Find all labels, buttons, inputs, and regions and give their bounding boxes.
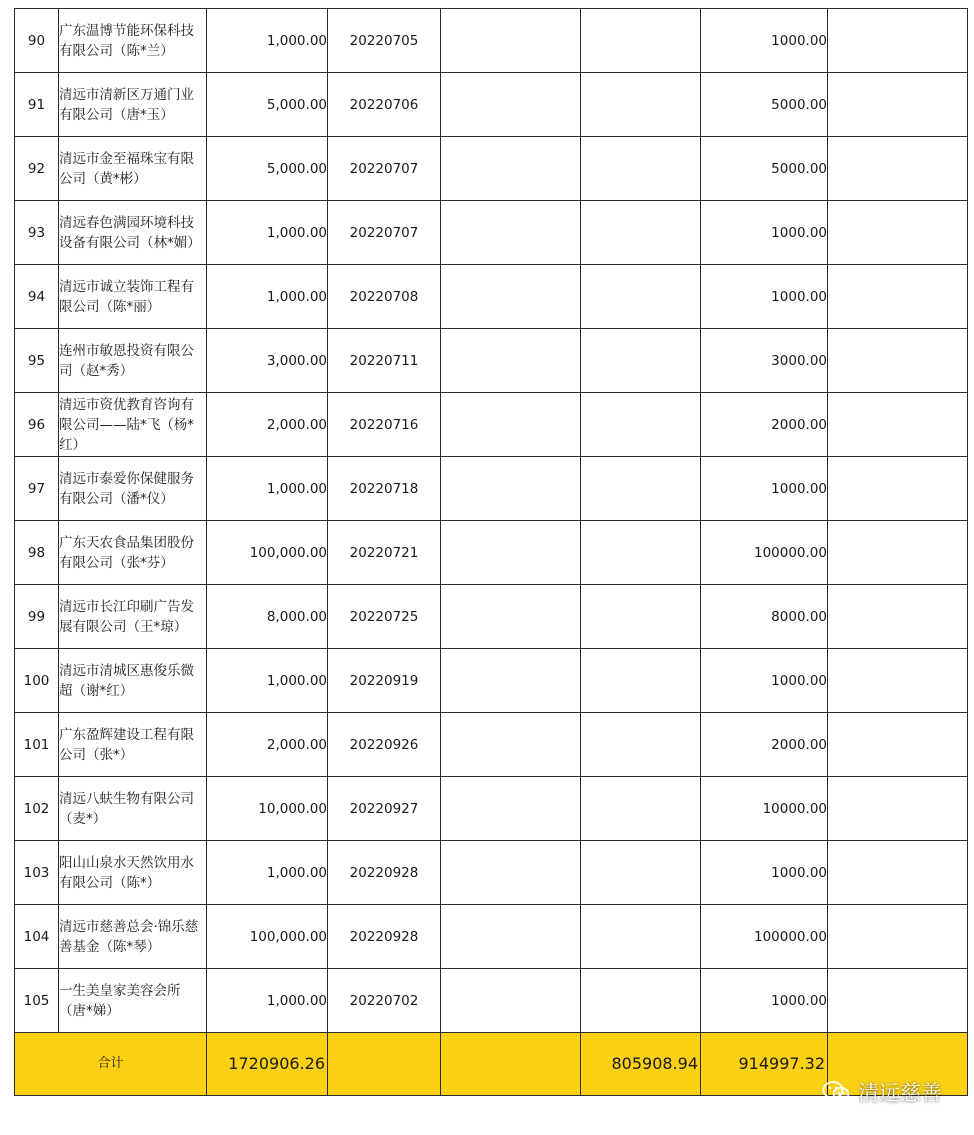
row-number: 95 [15,329,59,393]
total-empty-cell [328,1033,441,1096]
empty-cell [441,905,581,969]
empty-cell [828,201,968,265]
balance-amount: 2000.00 [701,713,828,777]
balance-amount: 5000.00 [701,73,828,137]
donor-name: 广东天农食品集团股份有限公司（张*芬） [59,521,207,585]
donor-name: 广东温博节能环保科技有限公司（陈*兰） [59,9,207,73]
empty-cell [581,393,701,457]
donation-amount: 1,000.00 [207,457,328,521]
donor-name: 广东盈辉建设工程有限公司（张*） [59,713,207,777]
empty-cell [828,393,968,457]
donor-name: 清远市慈善总会·锦乐慈善基金（陈*琴） [59,905,207,969]
balance-amount: 1000.00 [701,9,828,73]
donation-amount: 1,000.00 [207,841,328,905]
row-number: 92 [15,137,59,201]
donation-amount: 1,000.00 [207,9,328,73]
empty-cell [581,201,701,265]
table-row [15,585,968,649]
donation-date: 20220919 [328,649,441,713]
empty-cell [441,265,581,329]
balance-amount: 1000.00 [701,265,828,329]
row-number: 102 [15,777,59,841]
table-row [15,137,968,201]
balance-amount: 1000.00 [701,201,828,265]
empty-cell [441,969,581,1033]
empty-cell [581,329,701,393]
empty-cell [441,521,581,585]
donation-date: 20220721 [328,521,441,585]
row-number: 105 [15,969,59,1033]
balance-amount: 2000.00 [701,393,828,457]
balance-amount: 3000.00 [701,329,828,393]
empty-cell [441,777,581,841]
empty-cell [581,649,701,713]
donation-ledger-table [14,8,968,1096]
donation-date: 20220711 [328,329,441,393]
empty-cell [581,585,701,649]
donation-date: 20220928 [328,841,441,905]
table-row [15,265,968,329]
donation-amount: 1,000.00 [207,649,328,713]
empty-cell [828,649,968,713]
donation-date: 20220928 [328,905,441,969]
balance-amount: 100000.00 [701,521,828,585]
ledger-body [15,9,968,1096]
watermark-text: 清远慈善 [858,1081,942,1105]
donation-amount: 1,000.00 [207,969,328,1033]
row-number: 104 [15,905,59,969]
empty-cell [828,265,968,329]
empty-cell [581,713,701,777]
table-row [15,713,968,777]
empty-cell [581,9,701,73]
empty-cell [441,9,581,73]
empty-cell [828,457,968,521]
donation-amount: 2,000.00 [207,713,328,777]
empty-cell [828,137,968,201]
empty-cell [581,521,701,585]
empty-cell [828,585,968,649]
table-row [15,329,968,393]
balance-amount: 10000.00 [701,777,828,841]
row-number: 97 [15,457,59,521]
donation-amount: 5,000.00 [207,137,328,201]
empty-cell [581,137,701,201]
donation-amount: 10,000.00 [207,777,328,841]
row-number: 94 [15,265,59,329]
empty-cell [581,265,701,329]
empty-cell [441,393,581,457]
empty-cell [441,841,581,905]
empty-cell [441,457,581,521]
empty-cell [441,713,581,777]
empty-cell [581,905,701,969]
table-row [15,201,968,265]
table-row [15,649,968,713]
donation-date: 20220702 [328,969,441,1033]
donation-amount: 100,000.00 [207,905,328,969]
donation-amount: 1,000.00 [207,265,328,329]
empty-cell [828,777,968,841]
total-amount: 1720906.26 [207,1033,328,1096]
empty-cell [441,329,581,393]
donation-amount: 3,000.00 [207,329,328,393]
empty-cell [581,841,701,905]
empty-cell [581,969,701,1033]
table-row [15,73,968,137]
donation-date: 20220718 [328,457,441,521]
donation-date: 20220927 [328,777,441,841]
donation-date: 20220725 [328,585,441,649]
donor-name: 清远市资优教育咨询有限公司——陆*飞（杨*红） [59,393,207,457]
balance-amount: 8000.00 [701,585,828,649]
account-watermark [822,1077,942,1107]
empty-cell [581,457,701,521]
table-row [15,905,968,969]
empty-cell [828,521,968,585]
balance-amount: 1000.00 [701,969,828,1033]
table-row [15,521,968,585]
empty-cell [441,201,581,265]
empty-cell [581,777,701,841]
donor-name: 连州市敏恩投资有限公司（赵*秀） [59,329,207,393]
balance-amount: 1000.00 [701,457,828,521]
donation-amount: 5,000.00 [207,73,328,137]
table-row [15,777,968,841]
donor-name: 清远市诚立装饰工程有限公司（陈*丽） [59,265,207,329]
empty-cell [828,969,968,1033]
donor-name: 清远春色满园环境科技设备有限公司（林*媚） [59,201,207,265]
donor-name: 一生美皇家美容会所（唐*娣） [59,969,207,1033]
row-number: 91 [15,73,59,137]
row-number: 99 [15,585,59,649]
donation-date: 20220926 [328,713,441,777]
balance-amount: 1000.00 [701,841,828,905]
donation-date: 20220708 [328,265,441,329]
total-label: 合计 [15,1033,207,1096]
row-number: 100 [15,649,59,713]
empty-cell [441,137,581,201]
donation-date: 20220716 [328,393,441,457]
balance-amount: 100000.00 [701,905,828,969]
donor-name: 清远市清新区万通门业有限公司（唐*玉） [59,73,207,137]
empty-cell [828,841,968,905]
donation-date: 20220705 [328,9,441,73]
donation-amount: 1,000.00 [207,201,328,265]
empty-cell [828,329,968,393]
donation-date: 20220706 [328,73,441,137]
donor-name: 清远市金至福珠宝有限公司（黄*彬） [59,137,207,201]
row-number: 90 [15,9,59,73]
row-number: 101 [15,713,59,777]
empty-cell [828,713,968,777]
empty-cell [441,73,581,137]
table-row [15,969,968,1033]
empty-cell [828,73,968,137]
table-row [15,393,968,457]
table-row [15,457,968,521]
balance-amount: 5000.00 [701,137,828,201]
row-number: 103 [15,841,59,905]
donation-amount: 8,000.00 [207,585,328,649]
wechat-icon [822,1080,850,1104]
total-expenditure: 805908.94 [581,1033,701,1096]
empty-cell [828,9,968,73]
donation-date: 20220707 [328,137,441,201]
row-number: 98 [15,521,59,585]
donation-amount: 100,000.00 [207,521,328,585]
total-empty-cell [441,1033,581,1096]
table-row [15,9,968,73]
donor-name: 清远八蚨生物有限公司（麦*） [59,777,207,841]
empty-cell [828,905,968,969]
donation-date: 20220707 [328,201,441,265]
empty-cell [441,649,581,713]
donor-name: 清远市泰爱你保健服务有限公司（潘*仪） [59,457,207,521]
row-number: 96 [15,393,59,457]
donor-name: 阳山山泉水天然饮用水有限公司（陈*） [59,841,207,905]
balance-amount: 1000.00 [701,649,828,713]
total-balance: 914997.32 [701,1033,828,1096]
donor-name: 清远市清城区惠俊乐微超（谢*红） [59,649,207,713]
empty-cell [581,73,701,137]
row-number: 93 [15,201,59,265]
donor-name: 清远市长江印刷广告发展有限公司（王*琼） [59,585,207,649]
empty-cell [441,585,581,649]
donation-amount: 2,000.00 [207,393,328,457]
table-row [15,841,968,905]
